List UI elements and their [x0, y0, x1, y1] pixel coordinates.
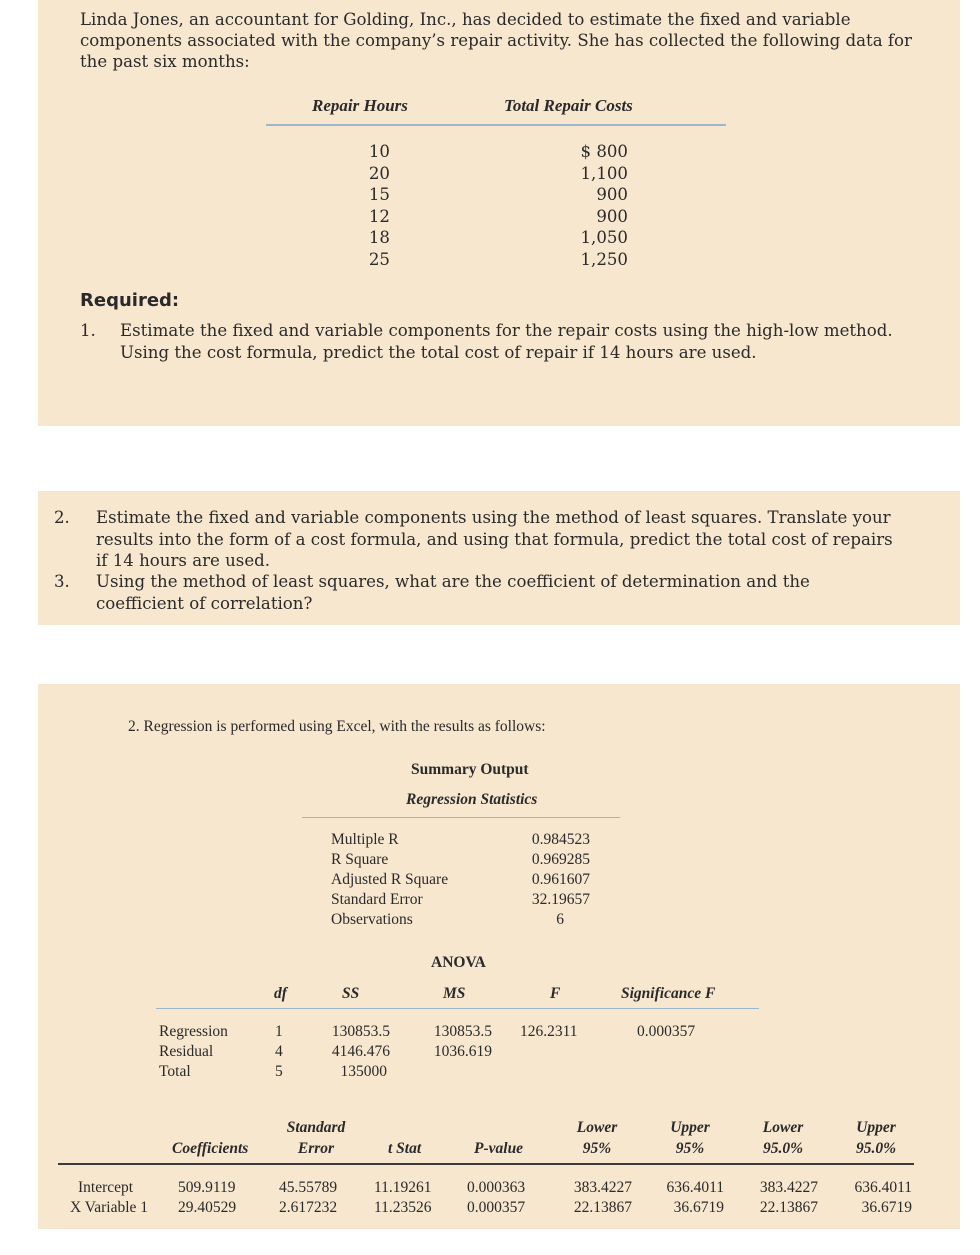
header-total-repair-costs: Total Repair Costs — [504, 96, 633, 115]
table-row: $ 800 — [580, 142, 628, 161]
list-item: Observations — [331, 911, 413, 928]
table-cell: 135000 — [340, 1063, 387, 1080]
table-cell: 5 — [275, 1063, 283, 1080]
anova-header-ms: MS — [443, 985, 466, 1002]
coef-header-p-value: P-value — [474, 1140, 524, 1157]
anova-significance-f-value: 0.000357 — [637, 1023, 696, 1040]
hours-column — [338, 141, 390, 270]
anova-ms-column — [402, 1022, 492, 1062]
table-cell: 0.000363 — [467, 1179, 526, 1196]
requirement-2-text: Estimate the fixed and variable components using the method of least squares. Translate your results into the form of a cost formula, and using that formula, predict the total cost of repairs if 14 hours are used. — [96, 508, 893, 570]
requirements-panel — [38, 491, 960, 625]
coef-upper950-column — [834, 1178, 912, 1218]
anova-rule — [156, 1008, 759, 1009]
anova-header-significance-f: Significance F — [621, 985, 716, 1002]
coef-lower95-column — [554, 1178, 632, 1218]
coef-header-lower950-2: 95.0% — [762, 1140, 804, 1157]
table-cell: 11.19261 — [374, 1179, 432, 1196]
anova-title: ANOVA — [431, 954, 486, 971]
anova-ss-column — [300, 1022, 390, 1082]
summary-output-title: Summary Output — [411, 761, 529, 778]
table-cell: 636.4011 — [666, 1179, 724, 1196]
header-repair-hours: Repair Hours — [312, 96, 408, 115]
list-item: 6 — [556, 911, 564, 928]
coef-t-column — [374, 1178, 432, 1218]
table-cell: 22.13867 — [573, 1199, 632, 1216]
anova-df-column — [275, 1022, 283, 1082]
coef-labels — [70, 1178, 148, 1218]
problem-panel — [38, 0, 960, 426]
anova-f-value: 126.2311 — [520, 1023, 578, 1040]
table-cell: 36.6719 — [861, 1199, 912, 1216]
table-row: 20 — [368, 163, 390, 183]
table-row: Regression — [159, 1023, 228, 1040]
table-row: 900 — [596, 206, 628, 226]
table-row: Residual — [159, 1043, 214, 1060]
table-cell: 29.40529 — [178, 1199, 237, 1216]
table-cell: 2.617232 — [279, 1199, 338, 1216]
solution-intro: 2. Regression is performed using Excel, with the results as follows: — [128, 718, 546, 735]
requirement-2-number: 2. — [54, 508, 70, 527]
table-cell: 0.000357 — [467, 1199, 526, 1216]
anova-header-ss: SS — [342, 985, 360, 1002]
coef-header-t-stat: t Stat — [388, 1140, 422, 1157]
anova-header-f: F — [550, 985, 561, 1002]
list-item: Multiple R — [331, 831, 399, 848]
table-header-rule — [266, 124, 726, 126]
regstats-labels — [331, 830, 448, 930]
list-item: 0.969285 — [531, 851, 590, 868]
list-item: 32.19657 — [531, 891, 590, 908]
table-cell: 383.4227 — [573, 1179, 632, 1196]
regression-statistics-title: Regression Statistics — [406, 791, 538, 808]
table-cell: 36.6719 — [673, 1199, 724, 1216]
coef-header-lower95-1: Lower — [576, 1119, 618, 1136]
coef-header-error: Error — [297, 1140, 335, 1157]
required-title: Required: — [80, 290, 180, 311]
coef-header-upper95-1: Upper — [670, 1119, 710, 1136]
coef-upper95-column — [646, 1178, 724, 1218]
table-row: 1,050 — [580, 228, 628, 247]
regstats-values — [500, 830, 590, 930]
coef-header-upper950-1: Upper — [856, 1119, 896, 1136]
coef-header-upper95-2: 95% — [675, 1140, 705, 1157]
coef-header-lower950-1: Lower — [762, 1119, 804, 1136]
table-row: 25 — [368, 249, 390, 269]
solution-panel — [38, 684, 960, 1229]
cost-column — [528, 141, 628, 270]
table-cell: 130853.5 — [331, 1023, 390, 1040]
requirement-1-number: 1. — [80, 321, 96, 340]
table-row: 10 — [368, 142, 390, 161]
table-row: 1,100 — [580, 163, 628, 183]
requirement-3-number: 3. — [54, 572, 70, 591]
coef-header-upper950-2: 95.0% — [855, 1140, 897, 1157]
table-row: 1,250 — [580, 249, 628, 269]
table-cell: 11.23526 — [374, 1199, 432, 1216]
coef-lower950-column — [740, 1178, 818, 1218]
table-row: Intercept — [78, 1179, 134, 1196]
coef-rule — [58, 1163, 914, 1165]
table-cell: 383.4227 — [759, 1179, 818, 1196]
coef-header-standard: Standard — [286, 1119, 346, 1136]
table-cell: 130853.5 — [433, 1023, 492, 1040]
table-row: 18 — [368, 228, 390, 247]
anova-header-df: df — [274, 985, 287, 1002]
table-row: Total — [159, 1063, 191, 1080]
table-cell: 636.4011 — [854, 1179, 912, 1196]
table-cell: 45.55789 — [279, 1179, 338, 1196]
table-row: 900 — [596, 185, 628, 204]
coef-header-lower95-2: 95% — [582, 1140, 612, 1157]
list-item: Adjusted R Square — [331, 871, 449, 888]
coef-se-column — [279, 1178, 337, 1218]
coef-p-column — [467, 1178, 525, 1218]
table-cell: 4146.476 — [331, 1043, 390, 1060]
table-cell: 1036.619 — [433, 1043, 492, 1060]
coef-header-coefficients: Coefficients — [172, 1140, 249, 1157]
coef-values-column — [178, 1178, 236, 1218]
list-item: 0.961607 — [531, 871, 590, 888]
regstats-rule — [302, 817, 620, 818]
table-row: 12 — [368, 206, 390, 226]
list-item: 0.984523 — [531, 831, 590, 848]
list-item: R Square — [331, 851, 389, 868]
table-row: 15 — [368, 185, 390, 204]
table-cell: 22.13867 — [759, 1199, 818, 1216]
list-item: Standard Error — [331, 891, 423, 908]
anova-labels — [159, 1022, 228, 1082]
table-cell: 1 — [275, 1023, 283, 1040]
table-cell: 509.9119 — [178, 1179, 236, 1196]
problem-intro: Linda Jones, an accountant for Golding, Inc., has decided to estimate the fixed and variable components associated with the company’s repair activity. She has collected the following data for the past six months: — [80, 10, 912, 71]
requirement-3-text: Using the method of least squares, what are the coefficient of determination and the coefficient of correlation? — [96, 572, 810, 613]
table-row: X Variable 1 — [70, 1199, 149, 1216]
table-cell: 4 — [275, 1043, 283, 1060]
requirement-1-text: Estimate the fixed and variable components for the repair costs using the high-low method. Using the cost formula, predict the total cost of repair if 14 hours are used. — [120, 321, 893, 362]
